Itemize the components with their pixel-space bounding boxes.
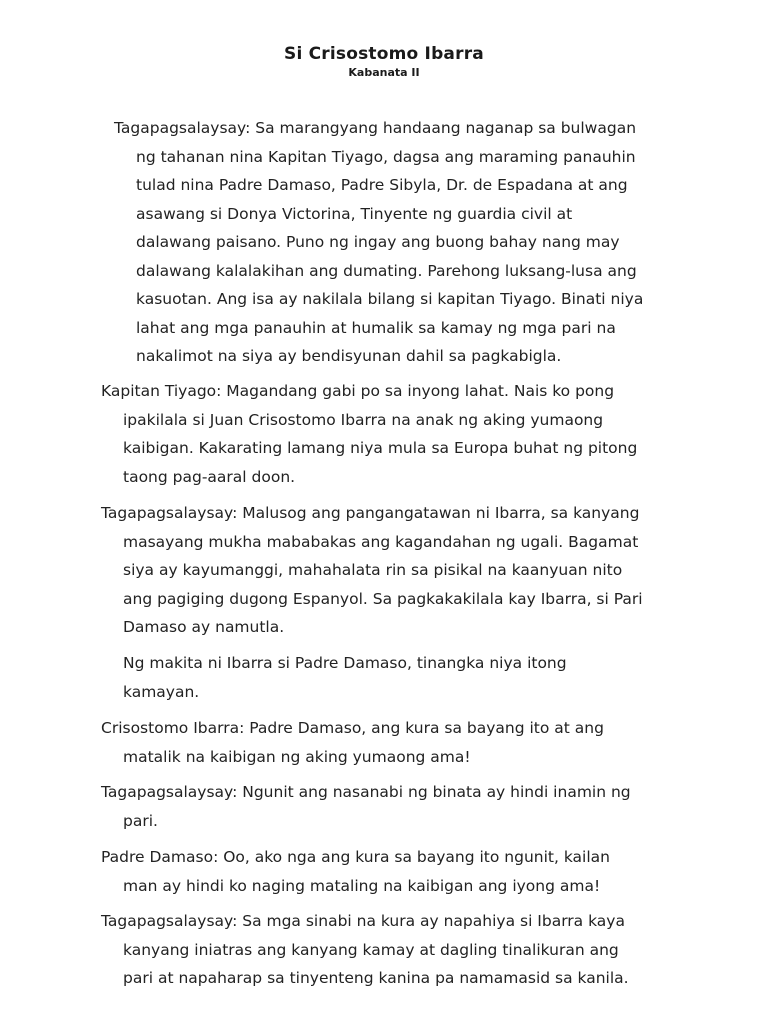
- paragraph-narrator-intro: [114, 114, 643, 371]
- paragraph-line: matalik na kaibigan ng aking yumaong ama!: [123, 747, 471, 766]
- paragraph-line: nakalimot na siya ay bendisyunan dahil sa pagkabigla.: [136, 347, 562, 365]
- paragraph-line: Tagapagsalaysay: Malusog ang pangangatawan ni Ibarra, sa kanyang: [101, 504, 640, 522]
- paragraph-kamayan: [123, 649, 567, 706]
- paragraph-line: Ng makita ni Ibarra si Padre Damaso, tinangka niya itong: [123, 654, 567, 672]
- paragraph-line: Padre Damaso: Oo, ako nga ang kura sa bayang ito ngunit, kailan: [101, 848, 610, 866]
- paragraph-narrator-ibarra: [101, 499, 643, 642]
- paragraph-line: ipakilala si Juan Crisostomo Ibarra na anak ng aking yumaong: [123, 410, 604, 429]
- paragraph-line: masayang mukha mababakas ang kagandahan ng ugali. Bagamat: [123, 532, 639, 551]
- paragraph-line: taong pag-aaral doon.: [123, 467, 296, 486]
- paragraph-line: Kapitan Tiyago: Magandang gabi po sa inyong lahat. Nais ko pong: [101, 382, 615, 400]
- paragraph-line: asawang si Donya Victorina, Tinyente ng guardia civil at: [136, 204, 573, 223]
- paragraph-line: ng tahanan nina Kapitan Tiyago, dagsa ang maraming panauhin: [136, 147, 636, 166]
- paragraph-line: Tagapagsalaysay: Ngunit ang nasanabi ng binata ay hindi inamin ng: [101, 783, 631, 801]
- paragraph-narrator-pari: [101, 778, 631, 835]
- paragraph-crisostomo-ibarra: [101, 714, 604, 771]
- paragraph-line: kaibigan. Kakarating lamang niya mula sa Europa buhat ng pitong: [123, 439, 638, 457]
- paragraph-line: pari at napaharap sa tinyenteng kanina pa namamasid sa kanila.: [123, 969, 629, 987]
- paragraph-line: dalawang kalalakihan ang dumating. Parehong luksang-lusa ang: [136, 261, 637, 280]
- paragraph-line: lahat ang mga panauhin at humalik sa kamay ng mga pari na: [136, 318, 616, 337]
- paragraph-line: pari.: [123, 811, 158, 830]
- document-title: Si Crisostomo Ibarra: [284, 44, 484, 64]
- paragraph-line: kamayan.: [123, 682, 200, 701]
- document-subtitle: Kabanata II: [348, 66, 420, 79]
- paragraph-line: kanyang iniatras ang kanyang kamay at dagling tinalikuran ang: [123, 940, 619, 959]
- paragraph-line: Damaso ay namutla.: [123, 618, 285, 636]
- paragraph-line: man ay hindi ko naging mataling na kaibigan ang iyong ama!: [123, 876, 601, 895]
- paragraph-line: tulad nina Padre Damaso, Padre Sibyla, Dr. de Espadana at ang: [136, 176, 628, 194]
- paragraph-line: ang pagiging dugong Espanyol. Sa pagkakakilala kay Ibarra, si Pari: [123, 589, 643, 608]
- paragraph-line: kasuotan. Ang isa ay nakilala bilang si kapitan Tiyago. Binati niya: [136, 290, 644, 308]
- paragraph-line: dalawang paisano. Puno ng ingay ang buong bahay nang may: [136, 233, 620, 251]
- paragraph-padre-damaso: [101, 843, 610, 900]
- paragraph-kapitan-tiyago: [101, 377, 637, 491]
- paragraph-line: siya ay kayumanggi, mahahalata rin sa pisikal na kaanyuan nito: [123, 561, 623, 579]
- paragraph-line: Crisostomo Ibarra: Padre Damaso, ang kura sa bayang ito at ang: [101, 719, 604, 737]
- paragraph-narrator-napahiya: [101, 907, 629, 993]
- paragraph-line: Tagapagsalaysay: Sa mga sinabi na kura ay napahiya si Ibarra kaya: [101, 912, 625, 930]
- paragraph-line: Tagapagsalaysay: Sa marangyang handaang naganap sa bulwagan: [114, 119, 637, 137]
